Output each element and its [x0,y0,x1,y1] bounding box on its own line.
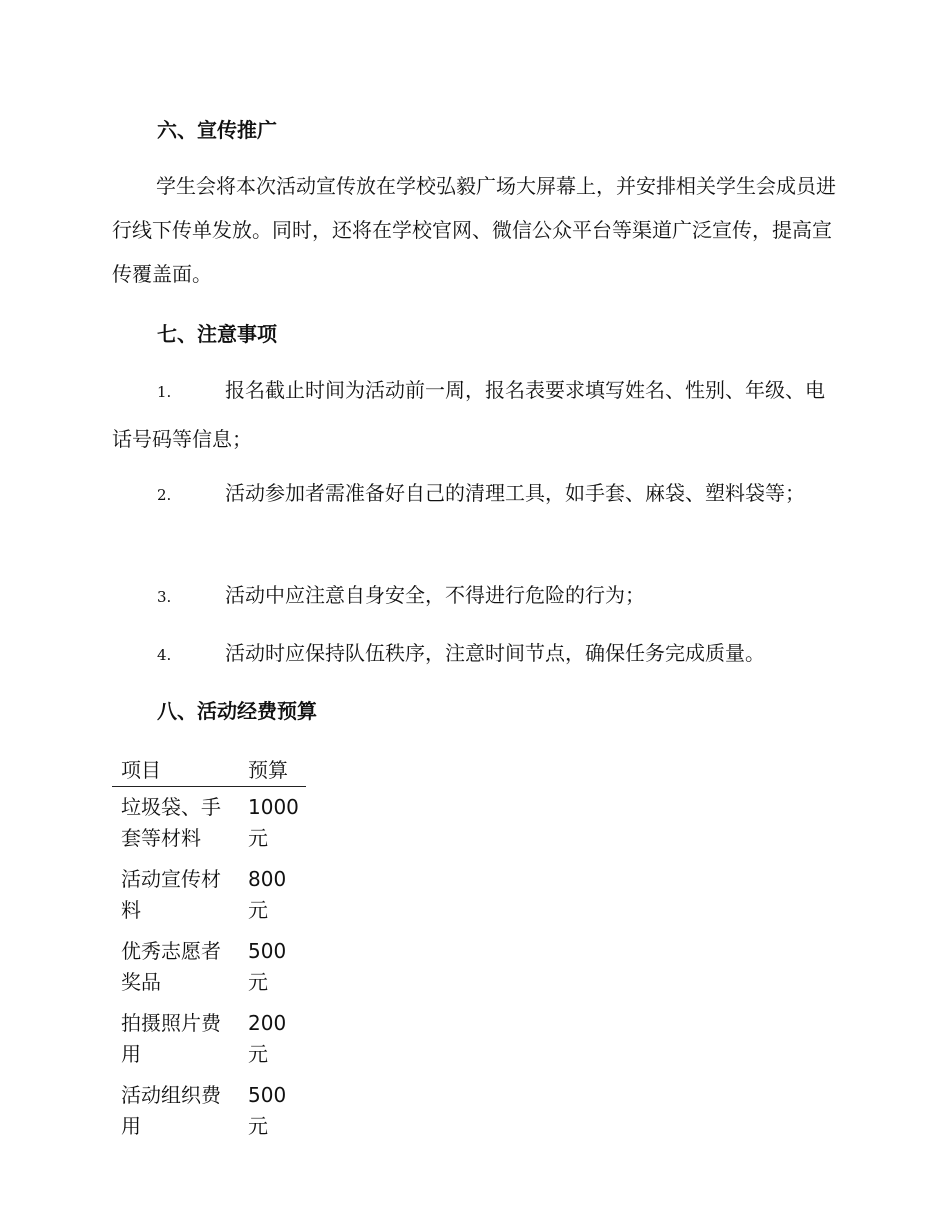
cell-text: 活动组织费用 [121,1083,221,1138]
cell-text: 优秀志愿者奖品 [121,939,221,994]
column-header-budget: 预算 [239,754,306,787]
section-6-heading: 六、宣传推广 [157,118,277,142]
table-cell-budget [239,859,306,931]
table-cell-item [112,787,239,860]
notice-item-text: 活动时应保持队伍秩序，注意时间节点，确保任务完成质量。 [225,641,765,665]
table-row [112,1003,306,1075]
table-row [112,1075,306,1147]
notice-item-text: 报名截止时间为活动前一周，报名表要求填写姓名、性别、年级、电话号码等信息； [112,378,825,451]
cell-text: 200元 [248,1011,287,1066]
section-6-body: 学生会将本次活动宣传放在学校弘毅广场大屏幕上，并安排相关学生会成员进行线下传单发放。同时，还将在学校官网、微信公众平台等渠道广泛宣传，提高宣传覆盖面。 [112,174,836,286]
notice-item-number: 1. [157,383,172,401]
notice-item [112,367,838,463]
table-cell-budget [239,931,306,1003]
table-cell-budget [239,1003,306,1075]
table-row [112,859,306,931]
table-row [112,931,306,1003]
budget-table-header-row [112,754,306,787]
cell-text: 拍摄照片费用 [121,1011,221,1066]
table-row [112,787,306,860]
notice-item-number: 4. [157,646,172,664]
cell-text: 500元 [248,1083,287,1138]
notice-item [112,572,838,621]
cell-text: 800元 [248,867,287,922]
section-7-heading: 七、注意事项 [157,322,277,346]
table-cell-budget [239,787,306,860]
notice-item-text: 活动中应注意自身安全，不得进行危险的行为； [225,583,645,607]
notice-item-text: 活动参加者需准备好自己的清理工具，如手套、麻袋、塑料袋等； [225,481,805,505]
cell-text: 活动宣传材料 [121,867,221,922]
section-8-heading: 八、活动经费预算 [157,699,317,723]
table-cell-item [112,1075,239,1147]
notice-item [112,470,838,519]
table-cell-item [112,859,239,931]
cell-text: 500元 [248,939,287,994]
column-header-item: 项目 [112,754,239,787]
table-cell-item [112,1003,239,1075]
table-cell-item [112,931,239,1003]
notice-item-number: 3. [157,588,172,606]
notice-item-number: 2. [157,486,172,504]
budget-table [112,754,306,1147]
cell-text: 1000元 [248,795,299,850]
section-6-paragraph [112,164,838,296]
notice-item [112,630,838,679]
table-cell-budget [239,1075,306,1147]
cell-text: 垃圾袋、手套等材料 [121,795,221,850]
